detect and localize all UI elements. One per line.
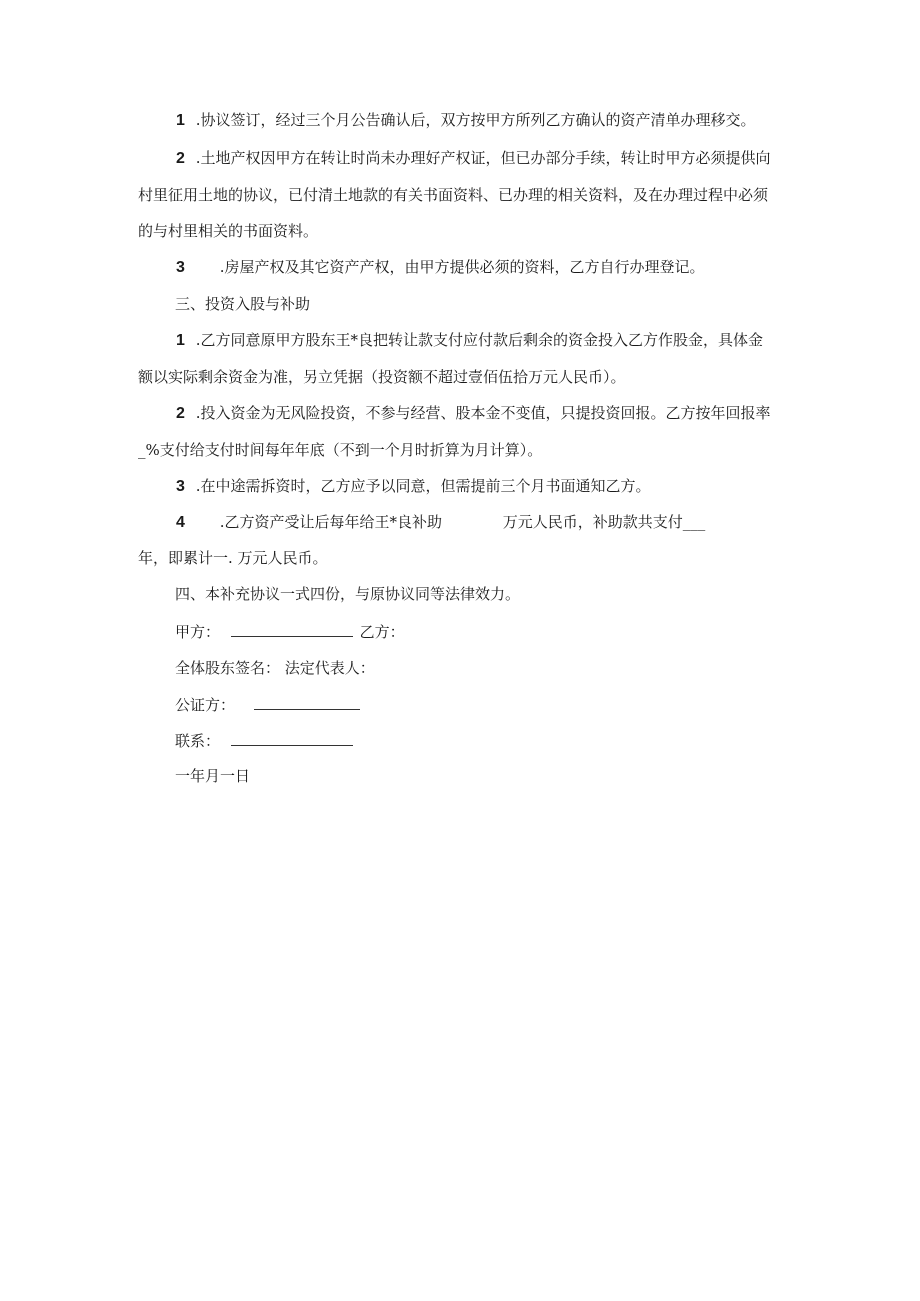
section-3-clause-1-text-1: .乙方同意原甲方股东王*良把转让款支付应付款后剩余的资金投入乙方作股金，具体金 [195,331,763,349]
section-3-clause-4-number: 4 [176,514,185,531]
section-3-clause-3-number: 3 [176,478,185,495]
section-3-clause-4-text-1: .乙方资产受让后每年给王*良补助 [219,513,442,531]
notary-signature-blank[interactable] [254,694,360,710]
clause-2-text-1: .土地产权因甲方在转让时尚未办理好产权证，但已办部分手续，转让时甲方必须提供向 [195,149,771,167]
shareholders-label: 全体股东签名： [175,659,281,677]
party-a-signature-blank[interactable] [231,621,353,637]
clause-3 [176,257,704,278]
contact-blank[interactable] [231,730,353,746]
clause-1 [176,110,755,131]
section-3-clause-1-line-2: 额以实际剩余资金为准，另立凭据（投资额不超过壹佰伍拾万元人民币）。 [138,368,626,386]
legal-rep-label: 法定代表人： [284,659,375,677]
date-line: 一年月一日 [175,767,251,785]
section-3-clause-4-text-2: 万元人民币，补助款共支付___ [502,513,706,531]
contact-row [175,730,353,751]
section-3-clause-2-text-1: .投入资金为无风险投资，不参与经营、股本金不变值，只提投资回报。乙方按年回报率 [195,404,771,422]
section-3-clause-4-line-1 [176,512,705,533]
clause-3-text: .房屋产权及其它资产产权，由甲方提供必须的资料，乙方自行办理登记。 [219,258,705,276]
section-4: 四、本补充协议一式四份，与原协议同等法律效力。 [175,585,521,603]
section-3-clause-4-line-2: 年，即累计一. 万元人民币。 [138,549,328,567]
party-a-label: 甲方： [175,623,221,641]
clause-2-line-2: 村里征用土地的协议，已付清土地款的有关书面资料、已办理的相关资料，及在办理过程中必须 [138,186,769,204]
clause-1-number: 1 [176,112,185,129]
clause-2-line-3: 的与村里相关的书面资料。 [138,222,319,240]
section-3-clause-3-text: .在中途需拆资时，乙方应予以同意，但需提前三个月书面通知乙方。 [195,477,651,495]
party-b-label: 乙方： [359,623,405,641]
clause-1-text: .协议签订，经过三个月公告确认后，双方按甲方所列乙方确认的资产清单办理移交。 [195,111,756,129]
section-3-heading: 三、投资入股与补助 [175,295,311,313]
clause-2-number: 2 [176,150,185,167]
contact-label: 联系： [175,732,221,750]
section-3-clause-2-number: 2 [176,405,185,422]
section-3-clause-2-line-2: _%支付给支付时间每年年底（不到一个月时折算为月计算）。 [138,441,543,459]
section-3-clause-3 [176,476,650,497]
section-3-clause-1-number: 1 [176,332,185,349]
clause-3-number: 3 [176,259,185,276]
section-3-clause-1-line-1 [176,330,763,351]
notary-row [175,694,360,715]
clause-2-line-1 [176,148,770,169]
shareholder-signature-row [175,658,375,678]
section-3-clause-2-line-1 [176,403,770,424]
notary-label: 公证方： [175,696,236,714]
party-signature-row [175,621,405,642]
